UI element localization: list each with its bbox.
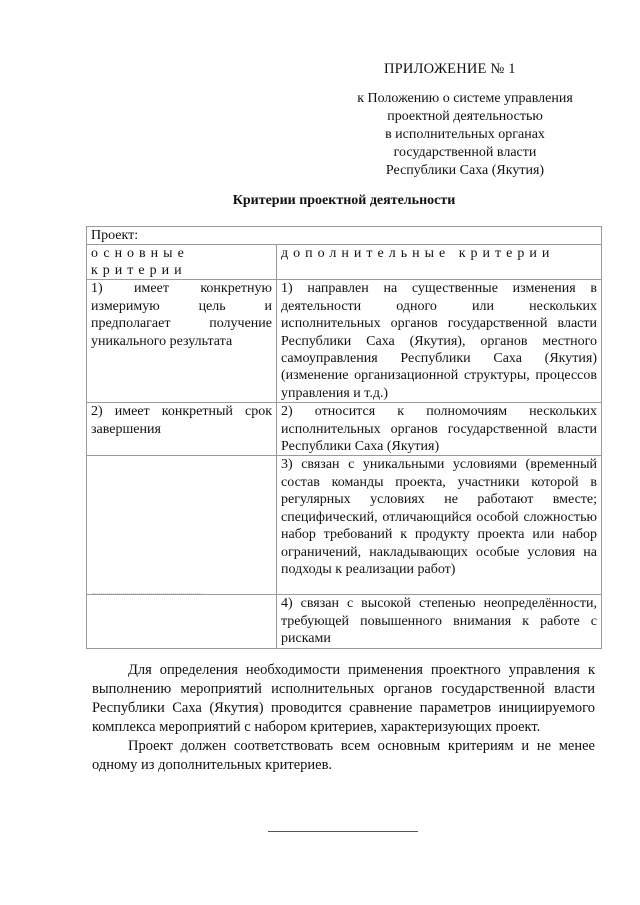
project-label: Проект: (87, 227, 602, 245)
header-additional-criteria: дополнительные критерии (277, 245, 602, 280)
additional-criterion-4: 4) связан с высокой степенью неопределённости, требующей повышенного внимания к работе с рисками (277, 595, 602, 648)
annex-subtitle (330, 90, 600, 180)
additional-criterion-2: 2) относится к полномочиям нескольких исполнительных органов государственной власти Республики Саха (Якутия) (277, 403, 602, 456)
closing-rule (268, 831, 418, 832)
annex-subtitle-line: проектной деятельностью (387, 109, 543, 124)
annex-subtitle-line: к Положению о системе управления (357, 91, 573, 106)
criteria-table (86, 226, 602, 649)
body-paragraph-1: Для определения необходимости применения проектного управления к выполнению мероприятий исполнительных органов государственной власти Республики Саха (Якутия) проводится сравнение параметров инициируемого комплекса мероприятий с набором критериев, характеризующих проект. (92, 662, 595, 735)
dotted-line (92, 593, 202, 594)
body-paragraph-2: Проект должен соответствовать всем основным критериям и не менее одному из дополнительных критериев. (92, 738, 595, 773)
main-criterion-2: 2) имеет конкретный срок завершения (87, 403, 277, 456)
additional-criterion-3: 3) связан с уникальными условиями (временный состав команды проекта, участники которой в регулярных условиях не работают вместе; специфический, отличающийся особой сложностью набор требований к продукту проекта или набор ограничений, накладывающих особые условия на подходы к реализации работ) (277, 456, 602, 595)
main-criterion-1: 1) имеет конкретную измеримую цель и предполагает получение уникального результата (87, 280, 277, 403)
annex-subtitle-line: государственной власти (393, 145, 537, 160)
main-criterion-empty (87, 456, 277, 595)
annex-title: ПРИЛОЖЕНИЕ № 1 (384, 61, 516, 77)
annex-subtitle-line: в исполнительных органах (385, 127, 545, 142)
document-heading: Критерии проектной деятельности (232, 193, 456, 208)
additional-criterion-1: 1) направлен на существенные изменения в деятельности одного или нескольких исполнительных органов государственной власти Республики Саха (Якутия), органов местного самоуправления Республики Саха (Якутия) (изменение организационной структуры, процессов управления и т.д.) (277, 280, 602, 403)
main-criterion-empty (87, 595, 277, 648)
annex-subtitle-line: Республики Саха (Якутия) (385, 163, 545, 178)
header-main-criteria: основные критерии (87, 245, 277, 280)
